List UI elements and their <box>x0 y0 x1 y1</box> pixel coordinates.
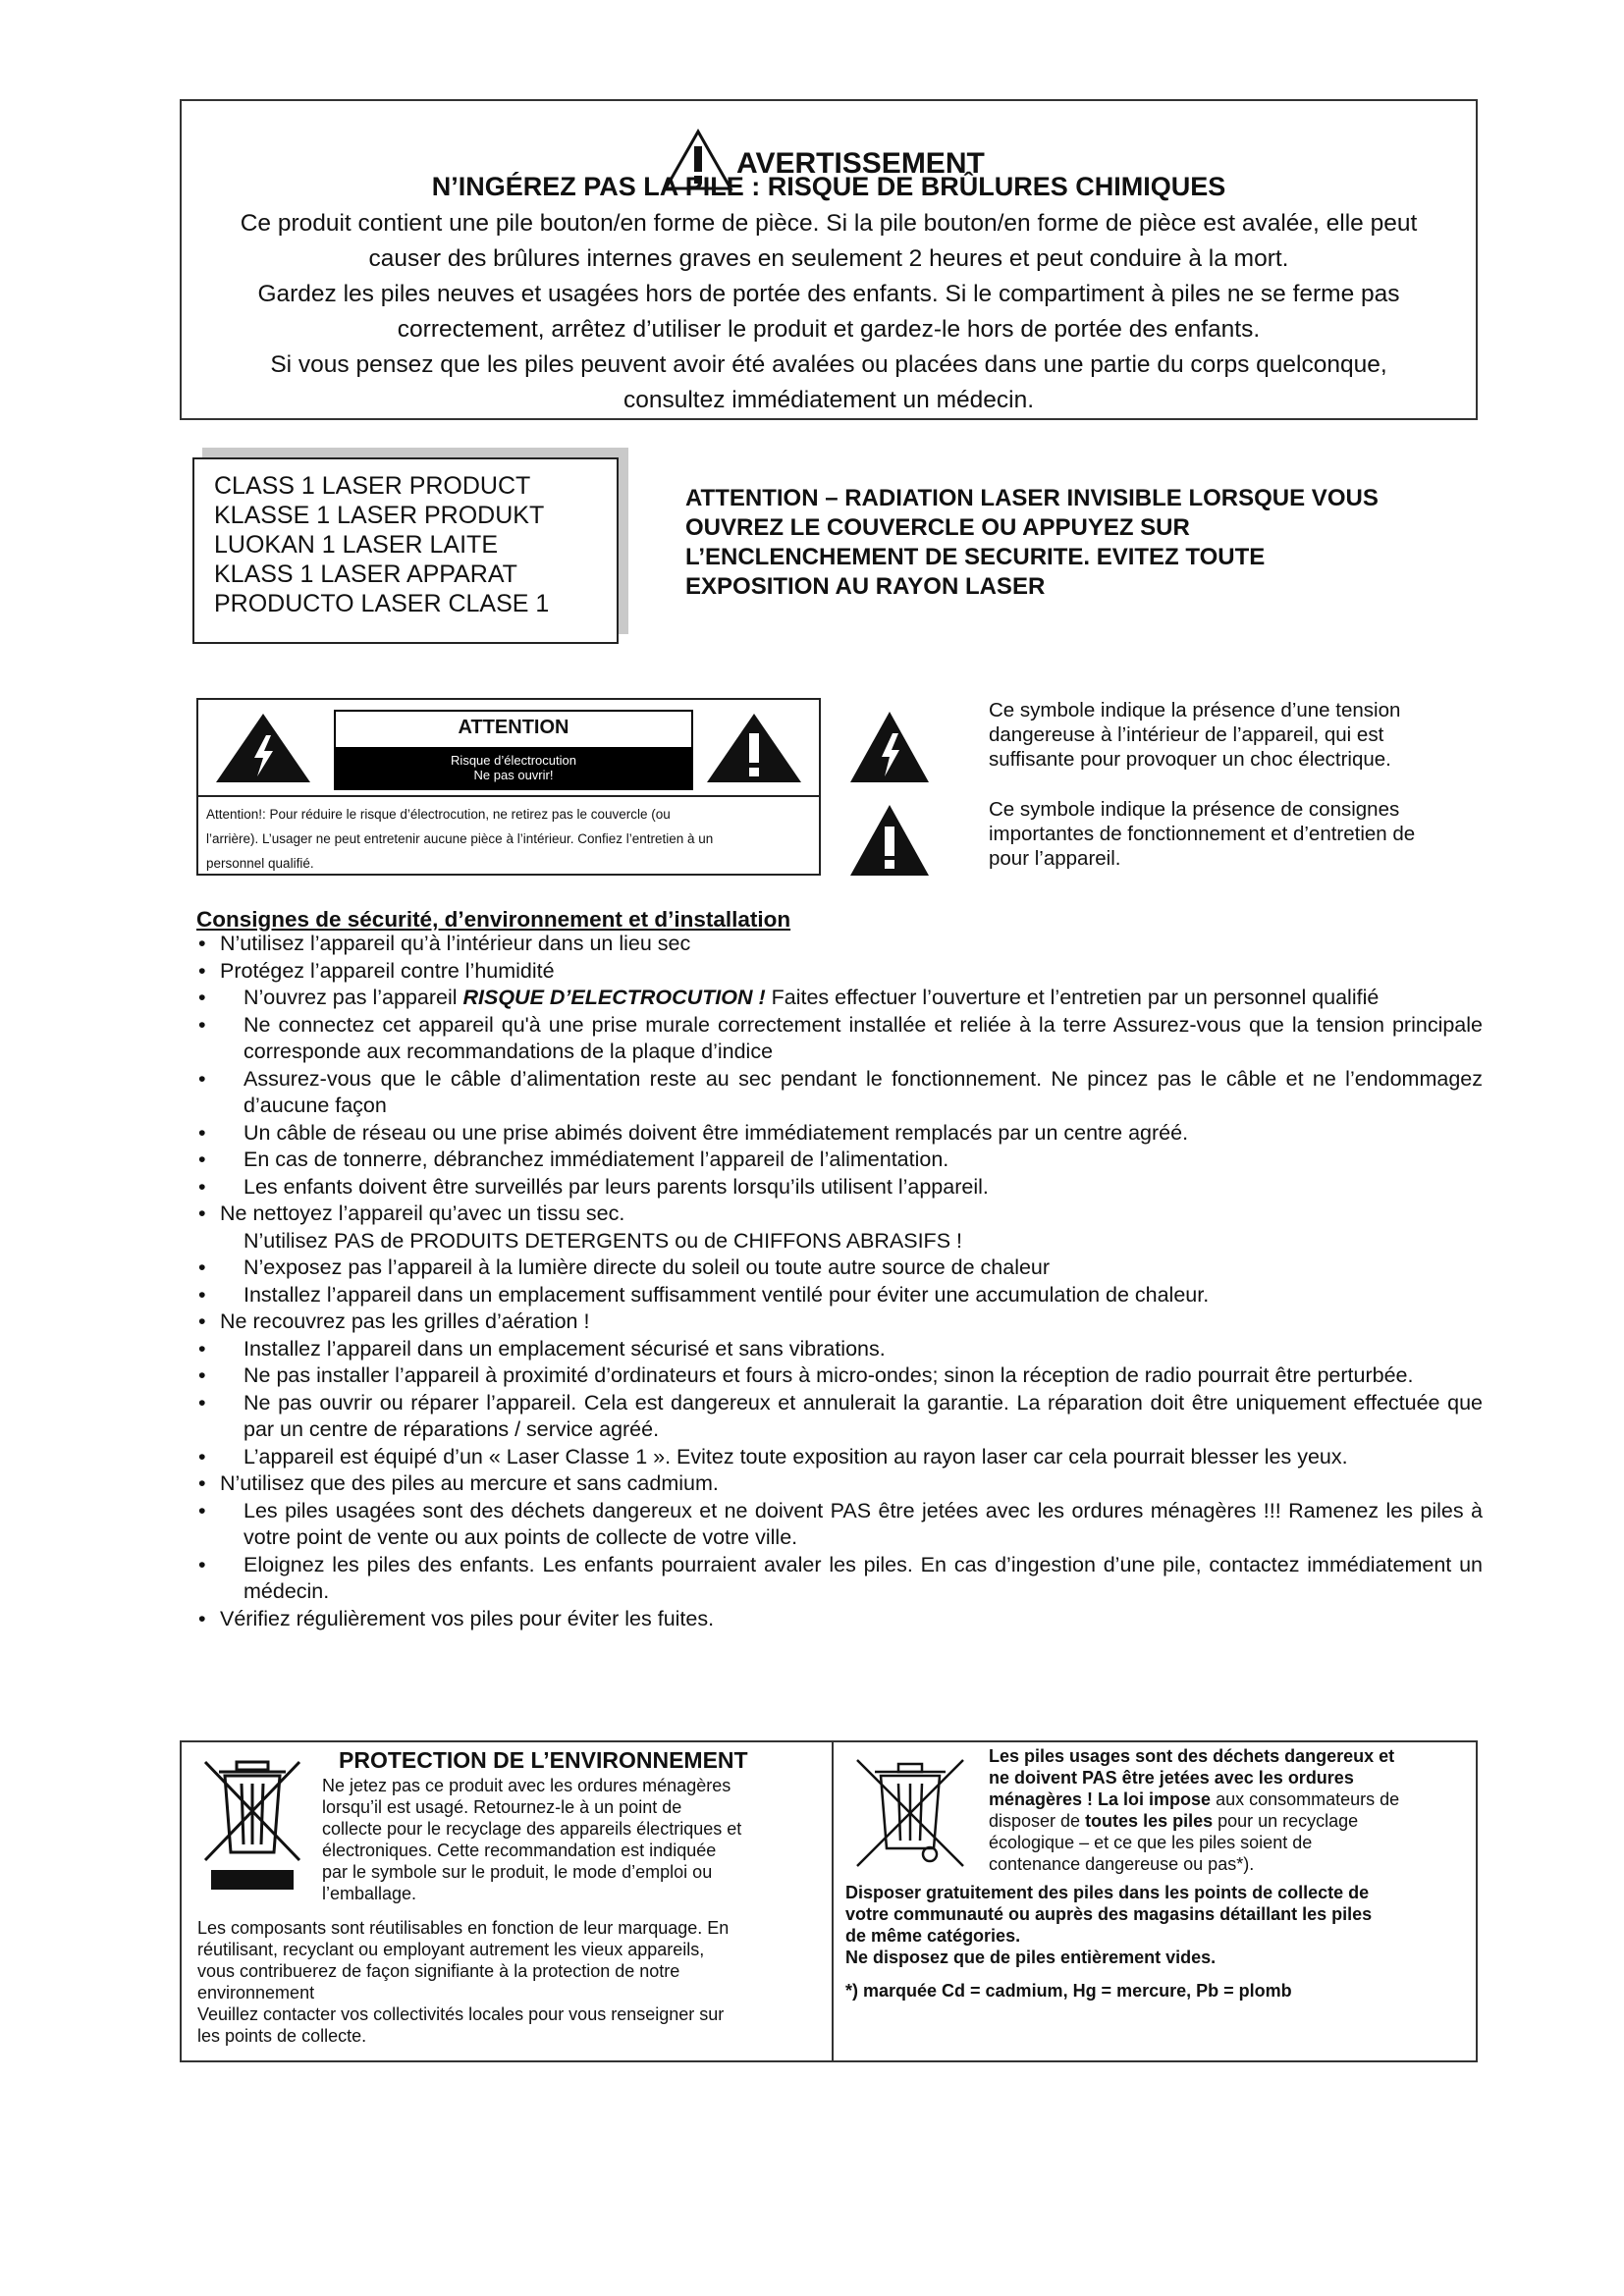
attention-footer <box>206 802 811 876</box>
warning-line: Gardez les piles neuves et usagées hors de portée des enfants. Si le compartiment à piles ne se ferme pas <box>257 281 1400 307</box>
environment-divider <box>832 1742 834 2060</box>
list-item: • N’utilisez que des piles au mercure et sans cadmium. <box>198 1471 719 1495</box>
shock-desc-line: dangereuse à l’intérieur de l’appareil, qui est <box>989 723 1384 746</box>
crossed-battery-bin-icon <box>847 1752 973 1870</box>
list-item-text: Un câble de réseau ou une prise abimés doivent être immédiatement remplacés par un centre agréé. <box>244 1120 1189 1145</box>
environment-left-bottom-text <box>197 1917 826 2047</box>
list-item-text: Protégez l’appareil contre l’humidité <box>220 958 555 983</box>
env-left-bottom-line: les points de collecte. <box>197 2026 367 2046</box>
batteries-collection-text <box>845 1882 1474 2002</box>
battery-dispose-text: disposer de <box>989 1811 1086 1831</box>
env-left-line: par le symbole sur le produit, le mode d’emploi ou <box>322 1862 713 1882</box>
shock-desc-line: Ce symbole indique la présence d’une tension <box>989 699 1401 721</box>
collection-line: de même catégories. <box>845 1926 1021 1946</box>
list-item: • Ne nettoyez l’appareil qu’avec un tissu sec. N’utilisez PAS de PRODUITS DETERGENTS ou de CHIFFONS ABRASIFS ! <box>196 1201 1483 1255</box>
attention-footer-line: personnel qualifié. <box>206 856 314 871</box>
warning-title: AVERTISSEMENT <box>736 147 985 180</box>
list-item: • Installez l’appareil dans un emplacement suffisamment ventilé pour éviter une accumulation de chaleur. <box>198 1282 1210 1307</box>
environment-title: PROTECTION DE L’ENVIRONNEMENT <box>339 1747 748 1773</box>
shock-desc-line: suffisante pour provoquer un choc électrique. <box>989 748 1391 771</box>
warning-subtitle: N’INGÉREZ PAS LA PILE : RISQUE DE BRÛLURES CHIMIQUES <box>431 172 1226 201</box>
list-item-text: Ne recouvrez pas les grilles d’aération ! <box>220 1309 590 1333</box>
laser-warning-line: ATTENTION – RADIATION LASER INVISIBLE LORSQUE VOUS <box>685 485 1379 511</box>
warning-line: Si vous pensez que les piles peuvent avoir été avalées ou placées dans une partie du corps quelconque, <box>270 351 1387 378</box>
list-item-text: N’utilisez que des piles au mercure et sans cadmium. <box>220 1471 719 1495</box>
attention-footer-line: l’arrière). L’usager ne peut entretenir aucune pièce à l’intérieur. Confiez l’entretien à un <box>206 831 714 846</box>
list-item-text: En cas de tonnerre, débranchez immédiatement l’appareil de l’alimentation. <box>244 1148 949 1171</box>
crossed-bin-icon <box>197 1754 307 1892</box>
exclaim-desc-line: importantes de fonctionnement et d’entretien de <box>989 823 1416 845</box>
collection-line: Disposer gratuitement des piles dans les points de collecte de <box>845 1883 1370 1902</box>
attention-label-box <box>334 710 693 790</box>
env-left-bottom-line: réutilisant, recyclant ou employant autrement les vieux appareils, <box>197 1940 705 1959</box>
laser-warning-line: L’ENCLENCHEMENT DE SECURITE. EVITEZ TOUTE <box>685 544 1266 570</box>
warning-line: correctement, arrêtez d’utiliser le produit et gardez-le hors de portée des enfants. <box>397 316 1261 343</box>
list-item-text: N’exposez pas l’appareil à la lumière directe du soleil ou toute autre source de chaleur <box>244 1255 1051 1279</box>
battery-bold-line: Les piles usages sont des déchets dangereux et <box>989 1746 1395 1766</box>
attention-shock-text: Risque d’électrocution <box>451 753 576 768</box>
environment-left-text <box>322 1775 823 1904</box>
list-item: • L’appareil est équipé d’un « Laser Classe 1 ». Evitez toute exposition au rayon laser car cela pourrait blesser les yeux. <box>198 1444 1348 1468</box>
list-item-text: L’appareil est équipé d’un « Laser Classe 1 ». Evitez toute exposition au rayon laser car cela pourrait blesser les yeux. <box>244 1444 1348 1468</box>
list-item-text: Ne nettoyez l’appareil qu’avec un tissu sec. <box>220 1201 625 1225</box>
exclamation-triangle-icon <box>705 712 803 784</box>
warning-body <box>191 206 1466 418</box>
electric-shock-icon <box>848 710 931 784</box>
list-item-text: Ne pas ouvrir ou réparer l’appareil. Cela est dangereux et annulerait la garantie. La réparation doit être uniquement effectuée que par un centre de réparations / service agréé. <box>244 1390 1483 1441</box>
laser-label-line: KLASS 1 LASER APPARAT <box>214 561 517 588</box>
list-item-text: Installez l’appareil dans un emplacement sécurisé et sans vibrations. <box>244 1336 886 1361</box>
laser-label-line: CLASS 1 LASER PRODUCT <box>214 472 531 500</box>
list-item: • Installez l’appareil dans un emplacement sécurisé et sans vibrations. <box>198 1336 886 1361</box>
safety-list <box>196 931 1483 1632</box>
attention-label <box>196 698 821 876</box>
electrocution-risk-text: RISQUE D’ELECTROCUTION ! <box>462 986 766 1009</box>
attention-footer-line: Attention!: Pour réduire le risque d’électrocution, ne retirez pas le couvercle (ou <box>206 807 671 822</box>
list-item-text: Assurez-vous que le câble d’alimentation reste au sec pendant le fonctionnement. Ne pincez pas le câble et ne l’endommagez d’aucune façon <box>244 1066 1483 1117</box>
env-left-line: lorsqu’il est usagé. Retournez-le à un point de <box>322 1797 682 1817</box>
battery-law-text: ménagères ! La loi impose <box>989 1789 1212 1809</box>
list-item-text: Vérifiez régulièrement vos piles pour éviter les fuites. <box>220 1606 715 1630</box>
exclaim-desc-line: pour l’appareil. <box>989 847 1121 870</box>
exclaim-desc-line: Ce symbole indique la présence de consignes <box>989 798 1400 821</box>
attention-black-band <box>336 747 691 788</box>
collection-line: votre communauté ou auprès des magasins détaillant les piles <box>845 1904 1373 1924</box>
env-left-line: Ne jetez pas ce produit avec les ordures ménagères <box>322 1776 731 1795</box>
warning-line: consultez immédiatement un médecin. <box>623 387 1035 413</box>
list-item-text: Les enfants doivent être surveillés par leurs parents lorsqu’ils utilisent l’appareil. <box>244 1174 989 1199</box>
list-item-text: Ne connectez cet appareil qu'à une prise murale correctement installée et reliée à la terre Assurez-vous que la tension principale corresponde aux recommandations de la plaque d’indice <box>244 1012 1483 1063</box>
list-item-continuation: N’utilisez PAS de PRODUITS DETERGENTS ou de CHIFFONS ABRASIFS ! <box>244 1228 962 1253</box>
env-left-line: collecte pour le recyclage des appareils électriques et <box>322 1819 742 1839</box>
attention-no-open-text: Ne pas ouvrir! <box>473 768 554 782</box>
laser-warning-line: OUVREZ LE COUVERCLE OU APPUYEZ SUR <box>685 514 1190 541</box>
list-item: • Les piles usagées sont des déchets dangereux et ne doivent PAS être jetées avec les ordures ménagères !!! Ramenez les piles à votre point de vente ou aux points de collecte de votre ville. <box>198 1498 1483 1549</box>
list-item: • Les enfants doivent être surveillés par leurs parents lorsqu’ils utilisent l’appareil. <box>198 1174 989 1199</box>
battery-hazard-capacity-text: contenance dangereuse ou pas*). <box>989 1854 1255 1874</box>
list-item: • En cas de tonnerre, débranchez immédiatement l’appareil de l’alimentation. <box>198 1148 949 1171</box>
list-item: • Ne pas installer l’appareil à proximité d’ordinateurs et fours à micro-ondes; sinon la réception de radio pourrait être perturbée. <box>198 1363 1414 1387</box>
list-item-text: Installez l’appareil dans un emplacement suffisamment ventilé pour éviter une accumulation de chaleur. <box>244 1282 1210 1307</box>
laser-label-line: PRODUCTO LASER CLASE 1 <box>214 590 550 617</box>
env-left-bottom-line: Les composants sont réutilisables en fonction de leur marquage. En <box>197 1918 730 1938</box>
exclamation-triangle-icon <box>848 803 931 878</box>
list-item-text: N’utilisez l’appareil qu’à l’intérieur dans un lieu sec <box>220 932 691 955</box>
list-item-text: Ne pas installer l’appareil à proximité d’ordinateurs et fours à micro-ondes; sinon la réception de radio pourrait être perturbée. <box>244 1363 1414 1387</box>
env-left-line: électroniques. Cette recommandation est indiquée <box>322 1841 717 1860</box>
batteries-hazard-text <box>989 1745 1470 1875</box>
list-item: • Ne recouvrez pas les grilles d’aération ! <box>198 1309 590 1333</box>
list-item: • N’utilisez l’appareil qu’à l’intérieur dans un lieu sec <box>198 932 691 955</box>
env-left-bottom-line: Veuillez contacter vos collectivités locales pour vous renseigner sur <box>197 2004 725 2024</box>
battery-recycle-text: pour un recyclage <box>1213 1811 1359 1831</box>
collection-line: Ne disposez que de piles entièrement vides. <box>845 1948 1217 1967</box>
laser-warning-line: EXPOSITION AU RAYON LASER <box>685 573 1046 600</box>
battery-bold-line: ne doivent PAS être jetées avec les ordures <box>989 1768 1354 1788</box>
warning-line: Ce produit contient une pile bouton/en forme de pièce. Si la pile bouton/en forme de pièce est avalée, elle peut <box>240 210 1418 237</box>
list-item: • Un câble de réseau ou une prise abimés doivent être immédiatement remplacés par un centre agréé. <box>198 1120 1189 1145</box>
chemical-footnote: *) marquée Cd = cadmium, Hg = mercure, Pb = plomb <box>845 1981 1292 2001</box>
env-left-bottom-line: environnement <box>197 1983 315 2002</box>
laser-class-label <box>192 457 619 644</box>
attention-title: ATTENTION <box>458 717 569 738</box>
list-item: • Ne connectez cet appareil qu'à une prise murale correctement installée et reliée à la terre Assurez-vous que la tension principale corresponde aux recommandations de la plaque d’indice <box>198 1012 1483 1063</box>
warning-line: causer des brûlures internes graves en seulement 2 heures et peut conduire à la mort. <box>368 245 1289 272</box>
environment-box <box>180 1740 1478 2062</box>
list-item: • Ne pas ouvrir ou réparer l’appareil. Cela est dangereux et annulerait la garantie. La réparation doit être uniquement effectuée que par un centre de réparations / service agréé. <box>198 1390 1483 1441</box>
battery-consumer-text: aux consommateurs de <box>1211 1789 1400 1809</box>
list-item: • N’exposez pas l’appareil à la lumière directe du soleil ou toute autre source de chaleur <box>198 1255 1051 1279</box>
list-item: • Vérifiez régulièrement vos piles pour éviter les fuites. <box>198 1606 715 1630</box>
list-item: • Eloignez les piles des enfants. Les enfants pourraient avaler les piles. En cas d’ingestion d’une pile, contactez immédiatement un médecin. <box>198 1552 1483 1603</box>
env-left-bottom-line: vous contribuerez de façon signifiante à la protection de notre <box>197 1961 680 1981</box>
exclamation-symbol-description <box>989 797 1415 871</box>
laser-radiation-warning <box>685 484 1471 602</box>
battery-ecology-text: écologique – et ce que les piles soient de <box>989 1833 1313 1852</box>
list-item: • Assurez-vous que le câble d’alimentation reste au sec pendant le fonctionnement. Ne pincez pas le câble et ne l’endommagez d’aucune façon <box>198 1066 1483 1117</box>
list-item: • N’ouvrez pas l’appareil RISQUE D’ELECTROCUTION ! Faites effectuer l’ouverture et l’entretien par un personnel qualifié <box>198 986 1380 1009</box>
battery-warning-box <box>180 99 1478 420</box>
list-item-text: Faites effectuer l’ouverture et l’entretien par un personnel qualifié <box>765 986 1380 1009</box>
electric-shock-icon <box>214 712 312 784</box>
list-item-text: N’ouvrez pas l’appareil <box>244 986 463 1009</box>
list-item-text: Les piles usagées sont des déchets dangereux et ne doivent PAS être jetées avec les ordures ménagères !!! Ramenez les piles à votre point de vente ou aux points de collecte de votre ville. <box>244 1498 1483 1549</box>
safety-title: Consignes de sécurité, d’environnement et d’installation <box>196 907 791 932</box>
list-item: • Protégez l’appareil contre l’humidité <box>198 958 555 983</box>
list-item-text: Eloignez les piles des enfants. Les enfants pourraient avaler les piles. En cas d’ingestion d’une pile, contactez immédiatement un médecin. <box>244 1552 1483 1603</box>
laser-label-line: KLASSE 1 LASER PRODUKT <box>214 502 545 529</box>
battery-all-text: toutes les piles <box>1085 1811 1214 1831</box>
env-left-line: l’emballage. <box>322 1884 417 1903</box>
shock-symbol-description <box>989 698 1400 772</box>
laser-label-line: LUOKAN 1 LASER LAITE <box>214 531 499 559</box>
